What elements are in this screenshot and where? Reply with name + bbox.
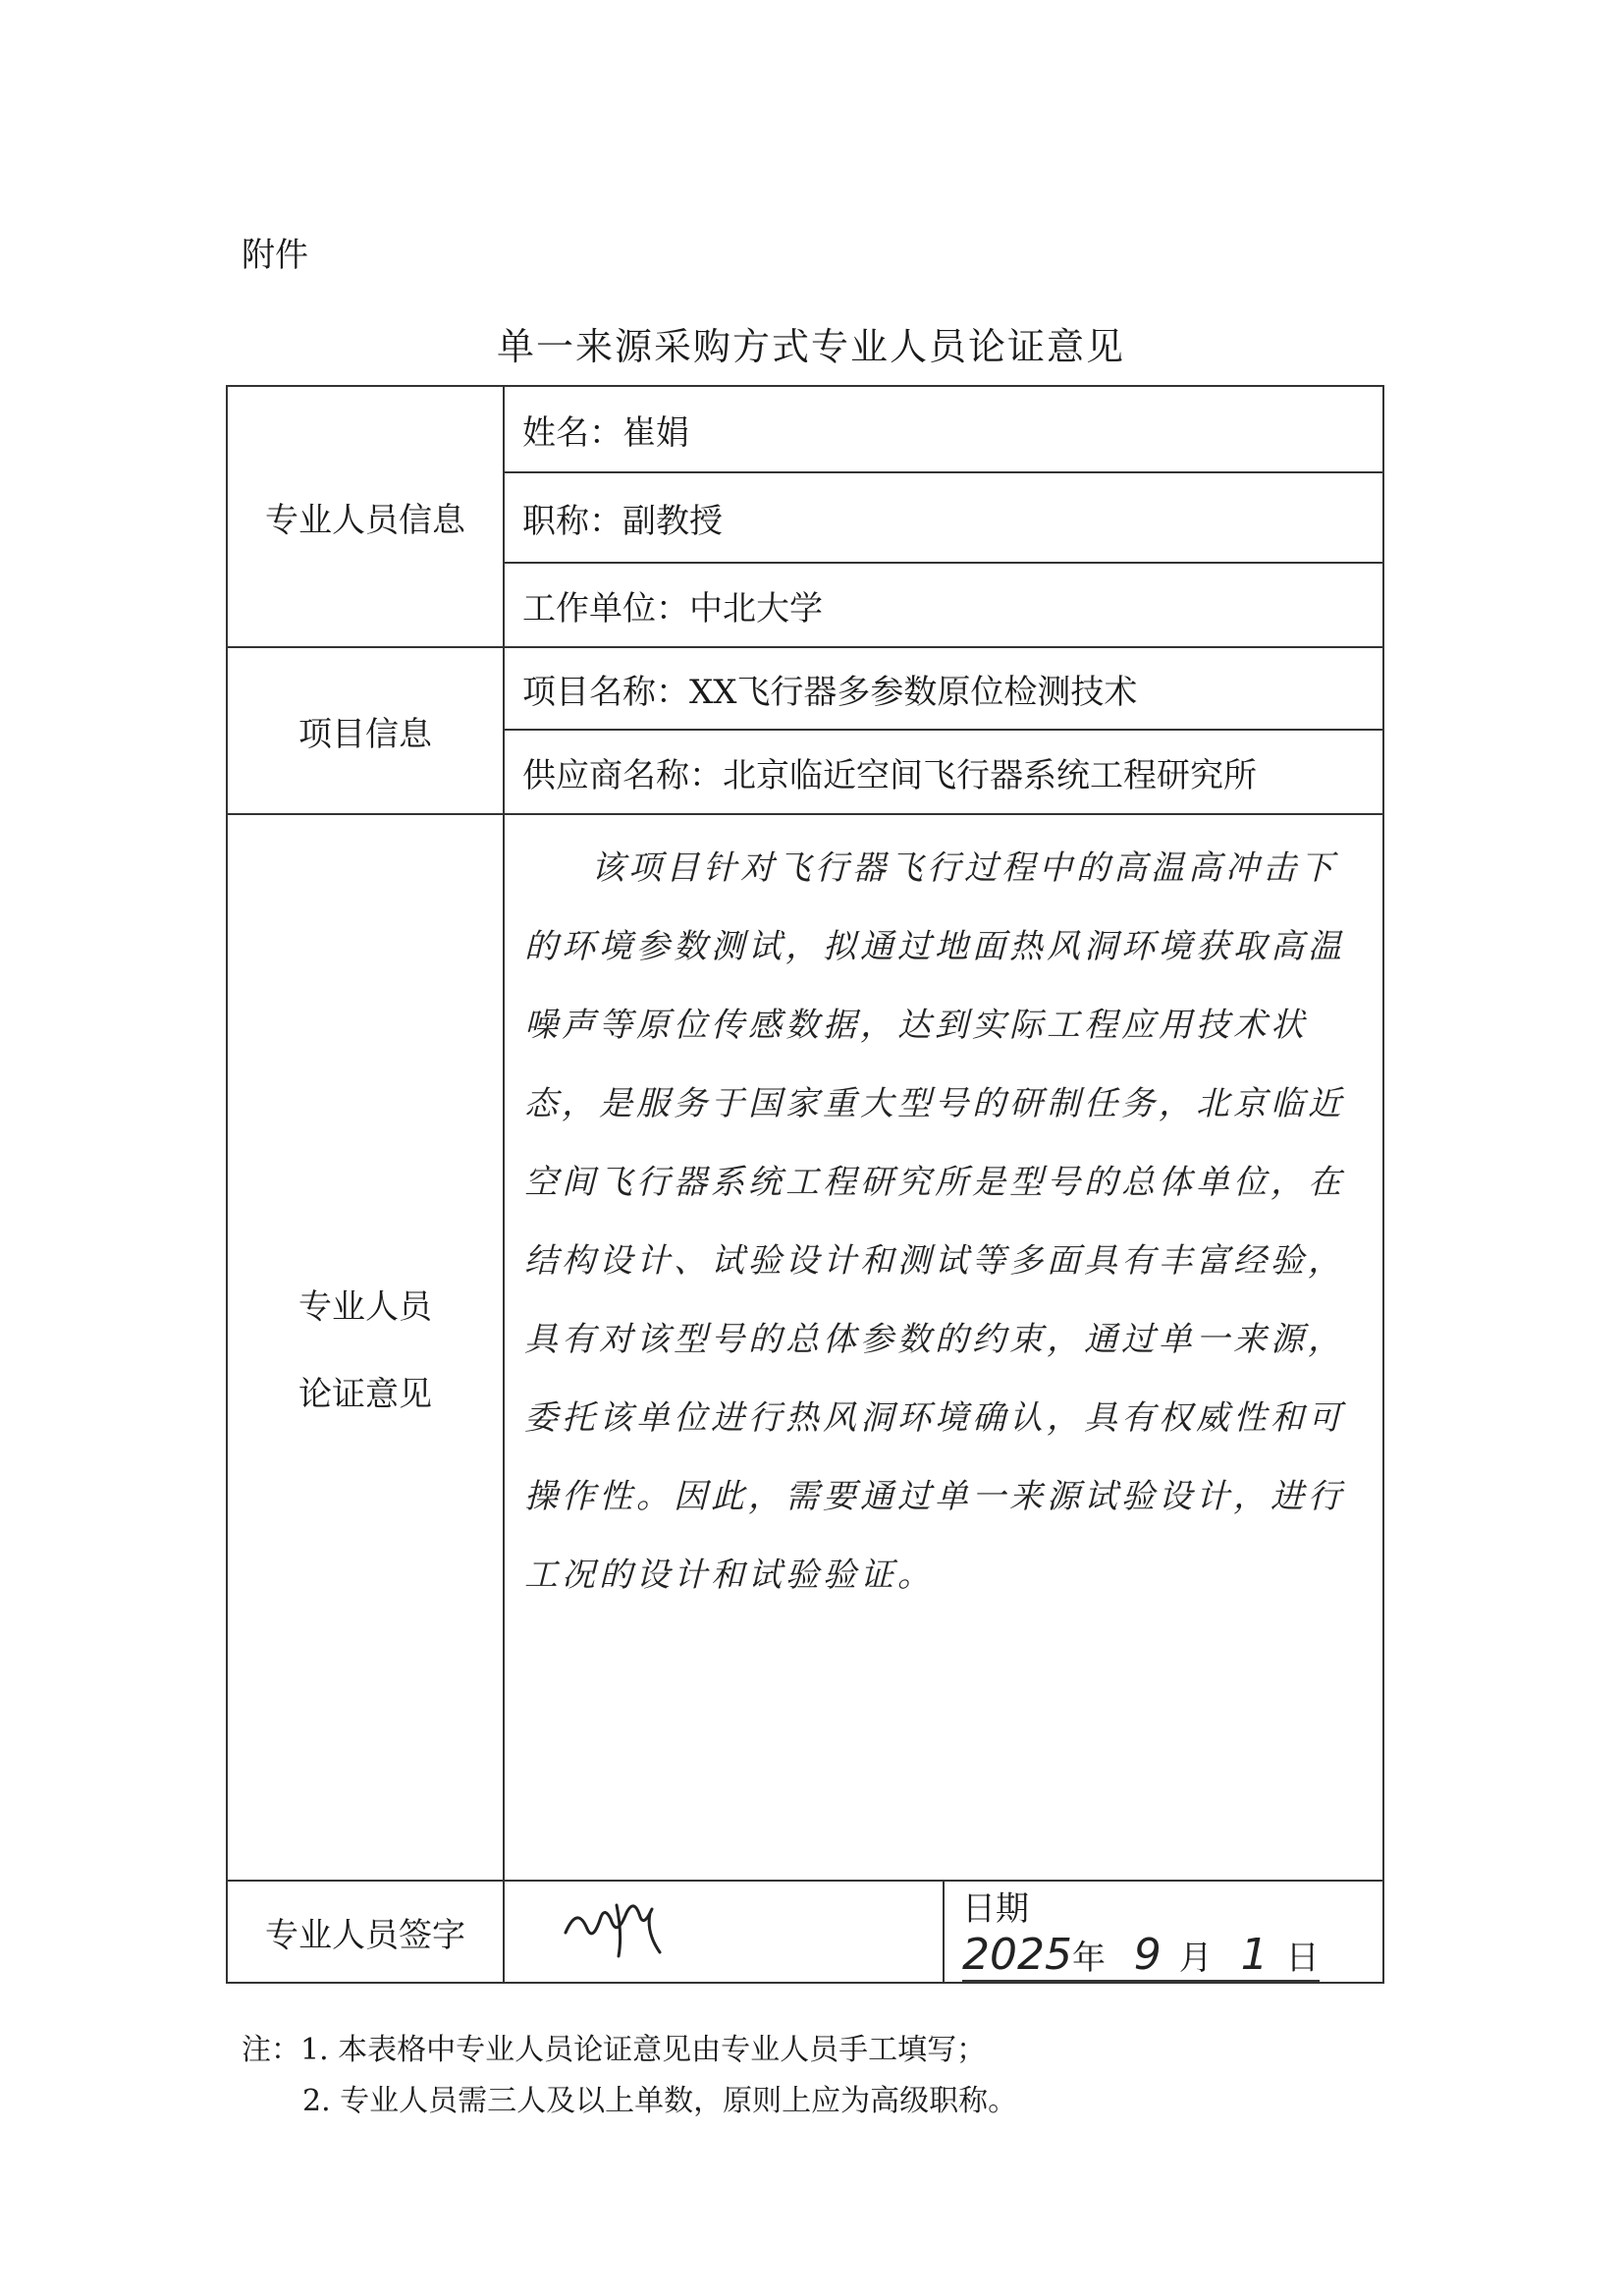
note-line-2: 2. 专业人员需三人及以上单数，原则上应为高级职称。 xyxy=(302,2084,1018,2118)
signature-label: 专业人员签字 xyxy=(227,1881,504,1983)
date-month-suffix: 月 xyxy=(1178,1939,1213,1978)
project-info-label: 项目信息 xyxy=(227,647,504,814)
project-name-field: 项目名称：XX飞行器多参数原位检测技术 xyxy=(504,647,1383,730)
expert-title-field: 职称：副教授 xyxy=(504,472,1383,563)
handwritten-signature xyxy=(556,1893,693,1962)
date-year-suffix: 年 xyxy=(1071,1939,1106,1978)
opinion-handwritten-text: 该项目针对飞行器飞行过程中的高温高冲击下的环境参数测试，拟通过地面热风洞环境获取高温噪声等原位传感数据，达到实际工程应用技术状态，是服务于国家重大型号的研制任务，北京临近空间飞行器系统工程研究所是型号的总体单位，在结构设计、试验设计和测试等多面具有丰富经验，具有对该型号的总体参数的约束，通过单一来源，委托该单位进行热风洞环境确认，具有权威性和可操作性。因此，需要通过单一来源试验设计，进行工况的设计和试验验证。 xyxy=(524,848,1345,1595)
expert-info-label: 专业人员信息 xyxy=(227,386,504,647)
date-cell xyxy=(944,1881,1383,1983)
form-notes xyxy=(242,2025,1017,2127)
expert-unit-field: 工作单位：中北大学 xyxy=(504,563,1383,647)
date-day-suffix: 日 xyxy=(1285,1939,1320,1978)
expert-name-field: 姓名：崔娟 xyxy=(504,386,1383,472)
date-day: 1 xyxy=(1240,1930,1269,1980)
signature-cell xyxy=(504,1881,944,1983)
opinion-label-line1: 专业人员 xyxy=(298,1287,432,1327)
opinion-label-line2: 论证意见 xyxy=(298,1375,432,1414)
opinion-label xyxy=(227,814,504,1881)
opinion-form-table xyxy=(226,385,1384,1984)
attachment-label: 附件 xyxy=(242,236,308,275)
date-month: 9 xyxy=(1133,1930,1162,1980)
form-title: 单一来源采购方式专业人员论证意见 xyxy=(496,325,1125,368)
date-label: 日期 xyxy=(962,1889,1029,1929)
opinion-text-cell xyxy=(504,814,1383,1881)
note-line-1: 注：1. 本表格中专业人员论证意见由专业人员手工填写； xyxy=(242,2033,987,2067)
supplier-field: 供应商名称：北京临近空间飞行器系统工程研究所 xyxy=(504,730,1383,814)
date-year: 2025 xyxy=(962,1930,1072,1980)
